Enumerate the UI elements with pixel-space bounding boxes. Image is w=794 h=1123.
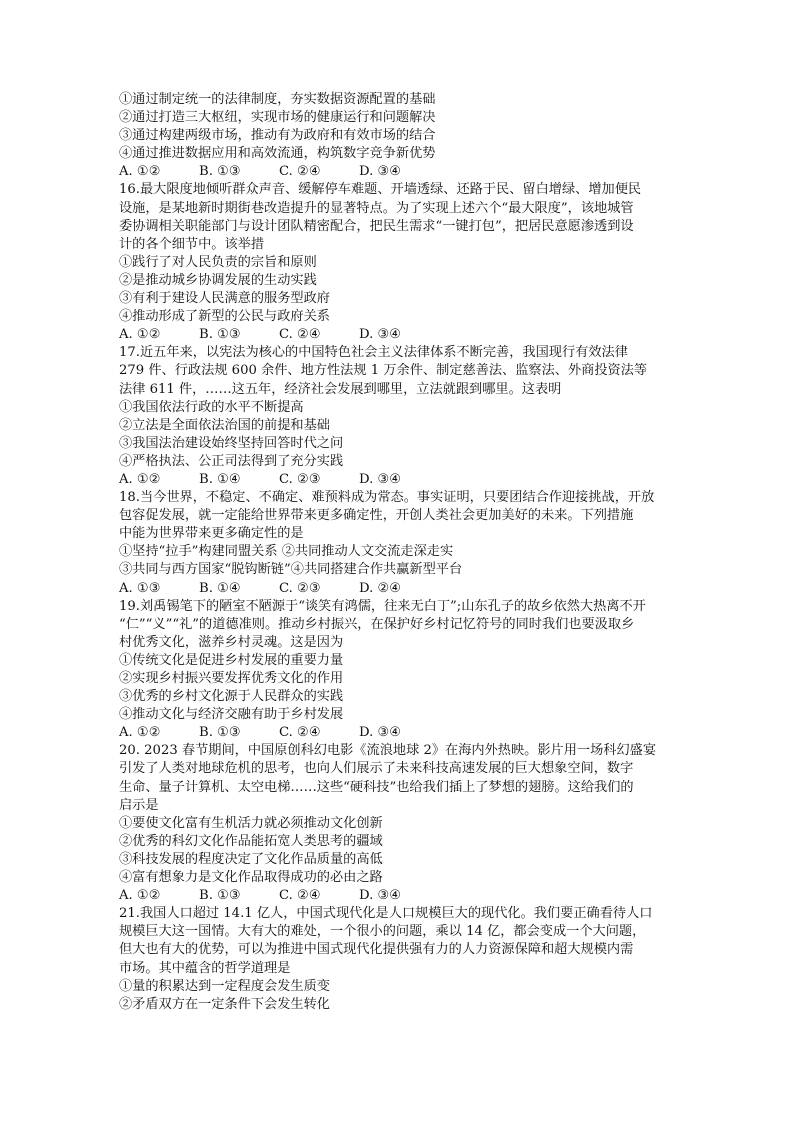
option-line: ④严格执法、公正司法得到了充分实践 (119, 453, 344, 469)
answer-c: C. ②③ (279, 580, 321, 596)
option-line: ③共同与西方国家“脱钩断链”④共同搭建合作共赢新型平台 (119, 562, 463, 578)
question-stem-line: 村优秀文化，滋养乡村灵魂。这是因为 (119, 634, 344, 650)
answer-c: C. ②③ (279, 471, 321, 487)
question-stem-line: 20. 2023 春节期间，中国原创科幻电影《流浪地球 2》在海内外热映。影片用一场科幻盛宴 (119, 743, 657, 759)
answer-choices (119, 471, 679, 489)
question-stem-line: 21.我国人口超过 14.1 亿人，中国式现代化是人口规模巨大的现代化。我们要正确看待人口 (119, 906, 653, 922)
question-20 (119, 742, 679, 905)
answer-c: C. ②④ (279, 327, 321, 343)
question-stem-line: 16.最大限度地倾听群众声音、缓解停车难题、开墙透绿、还路于民、留白增绿、增加便民 (119, 182, 642, 198)
answer-b: B. ①③ (199, 888, 241, 904)
answer-a: A. ①② (119, 888, 161, 904)
question-17 (119, 344, 679, 489)
option-line: ③我国法治建设始终坚持回答时代之问 (119, 435, 344, 451)
option-line: ②通过打造三大枢纽，实现市场的健康运行和问题解决 (119, 110, 436, 126)
answer-d: D. ②④ (359, 580, 402, 596)
option-line: ③科技发展的程度决定了文化作品质量的高低 (119, 851, 383, 867)
answer-a: A. ①② (119, 164, 161, 180)
option-line: ③通过构建两级市场，推动有为政府和有效市场的结合 (119, 128, 436, 144)
page-content (119, 91, 679, 1014)
answer-a: A. ①② (119, 471, 161, 487)
answer-b: B. ①③ (199, 327, 241, 343)
option-line: ③优秀的乡村文化源于人民群众的实践 (119, 689, 344, 705)
option-line: ②实现乡村振兴要发挥优秀文化的作用 (119, 671, 344, 686)
answer-b: B. ①④ (199, 580, 241, 596)
question-stem-line: 设施，是某地新时期街巷改造提升的显著特点。为了实现上述六个“最大限度”，该地城管 (119, 200, 634, 216)
answer-choices (119, 887, 679, 905)
answer-choices (119, 326, 679, 344)
option-line: ④推动文化与经济交融有助于乡村发展 (119, 707, 344, 723)
option-line: ④富有想象力是文化作品取得成功的必由之路 (119, 870, 383, 886)
question-stem-line: 19.刘禹锡笔下的陋室不陋源于“谈笑有鸿儒，往来无白丁”;山东孔子的故乡依然大热离不开 (119, 598, 646, 614)
answer-d: D. ③④ (359, 888, 402, 904)
question-stem-line: 17.近五年来，以宪法为核心的中国特色社会主义法律体系不断完善，我国现行有效法律 (119, 345, 628, 361)
option-line: ①传统文化是促进乡村发展的重要力量 (119, 652, 344, 668)
question-stem-line: 包容促发展，就一定能给世界带来更多确定性，开创人类社会更加美好的未来。下列措施 (119, 508, 634, 524)
question-stem-line: 279 件、行政法规 600 余件、地方性法规 1 万余件、制定慈善法、监察法、外商投资法等 (119, 363, 648, 379)
option-line: ④推动形成了新型的公民与政府关系 (119, 309, 330, 325)
question-stem-line: 计的各个细节中。该举措 (119, 236, 265, 252)
question-19 (119, 598, 679, 743)
answer-d: D. ③④ (359, 327, 402, 343)
question-21 (119, 905, 679, 1014)
option-line: ①坚持“拉手”构建同盟关系 ②共同推动人文交流走深走实 (119, 544, 454, 560)
answer-b: B. ①③ (199, 164, 241, 180)
question-stem-line: “仁”“义”“礼”的道德准则。推动乡村振兴，在保护好乡村记忆符号的同时我们也要汲取乡 (119, 616, 635, 632)
question-16 (119, 181, 679, 344)
answer-choices (119, 163, 679, 181)
question-stem-line: 引发了人类对地球危机的思考，也向人们展示了未来科技高速发展的巨大想象空间，数字 (119, 761, 634, 777)
option-line: ②矛盾双方在一定条件下会发生转化 (119, 996, 330, 1012)
option-line: ②是推动城乡协调发展的生动实践 (119, 272, 317, 288)
answer-c: C. ②④ (279, 725, 321, 741)
option-line: ①量的积累达到一定程度会发生质变 (119, 978, 330, 994)
answer-c: C. ②④ (279, 164, 321, 180)
answer-d: D. ③④ (359, 725, 402, 741)
answer-a: A. ①③ (119, 580, 161, 596)
answer-a: A. ①② (119, 725, 161, 741)
question-stem-line: 生命、量子计算机、太空电梯……这些“硬科技”也给我们插上了梦想的翅膀。这给我们的 (119, 779, 634, 795)
question-stem-line: 18.当今世界，不稳定、不确定、难预料成为常态。事实证明，只要团结合作迎接挑战，开放 (119, 490, 655, 506)
question-stem-line: 市场。其中蕴含的哲学道理是 (119, 960, 291, 976)
option-line: ③有利于建设人民满意的服务型政府 (119, 291, 330, 307)
question-stem-line: 中能为世界带来更多确定性的是 (119, 526, 304, 542)
option-line: ①通过制定统一的法律制度，夯实数据资源配置的基础 (119, 92, 436, 107)
answer-a: A. ①② (119, 327, 161, 343)
option-line: ①我国依法行政的水平不断提高 (119, 399, 304, 415)
answer-b: B. ①④ (199, 471, 241, 487)
question-15 (119, 91, 679, 181)
question-stem-line: 法律 611 件，……这五年，经济社会发展到哪里，立法就跟到哪里。这表明 (119, 381, 562, 397)
question-18 (119, 489, 679, 598)
option-line: ②优秀的科幻文化作品能拓宽人类思考的疆域 (119, 833, 383, 849)
answer-choices (119, 724, 679, 742)
option-line: ①要使文化富有生机活力就必须推动文化创新 (119, 815, 383, 831)
answer-c: C. ②④ (279, 888, 321, 904)
option-line: ②立法是全面依法治国的前提和基础 (119, 417, 330, 433)
answer-choices (119, 580, 679, 598)
option-line: ④通过推进数据应用和高效流通，构筑数字竞争新优势 (119, 146, 436, 162)
question-stem-line: 委协调相关职能部门与设计团队精密配合，把民生需求“一键打包”，把居民意愿渗透到设 (119, 218, 634, 234)
question-stem-line: 规模巨大这一国情。大有大的难处，一个很小的问题，乘以 14 亿，都会变成一个大问题， (119, 924, 646, 940)
question-stem-line: 但大也有大的优势，可以为推进中国式现代化提供强有力的人力资源保障和超大规模内需 (119, 942, 634, 958)
question-stem-line: 启示是 (119, 797, 159, 813)
answer-d: D. ③④ (359, 164, 402, 180)
answer-d: D. ③④ (359, 471, 402, 487)
answer-b: B. ①③ (199, 725, 241, 741)
option-line: ①践行了对人民负责的宗旨和原则 (119, 254, 317, 270)
